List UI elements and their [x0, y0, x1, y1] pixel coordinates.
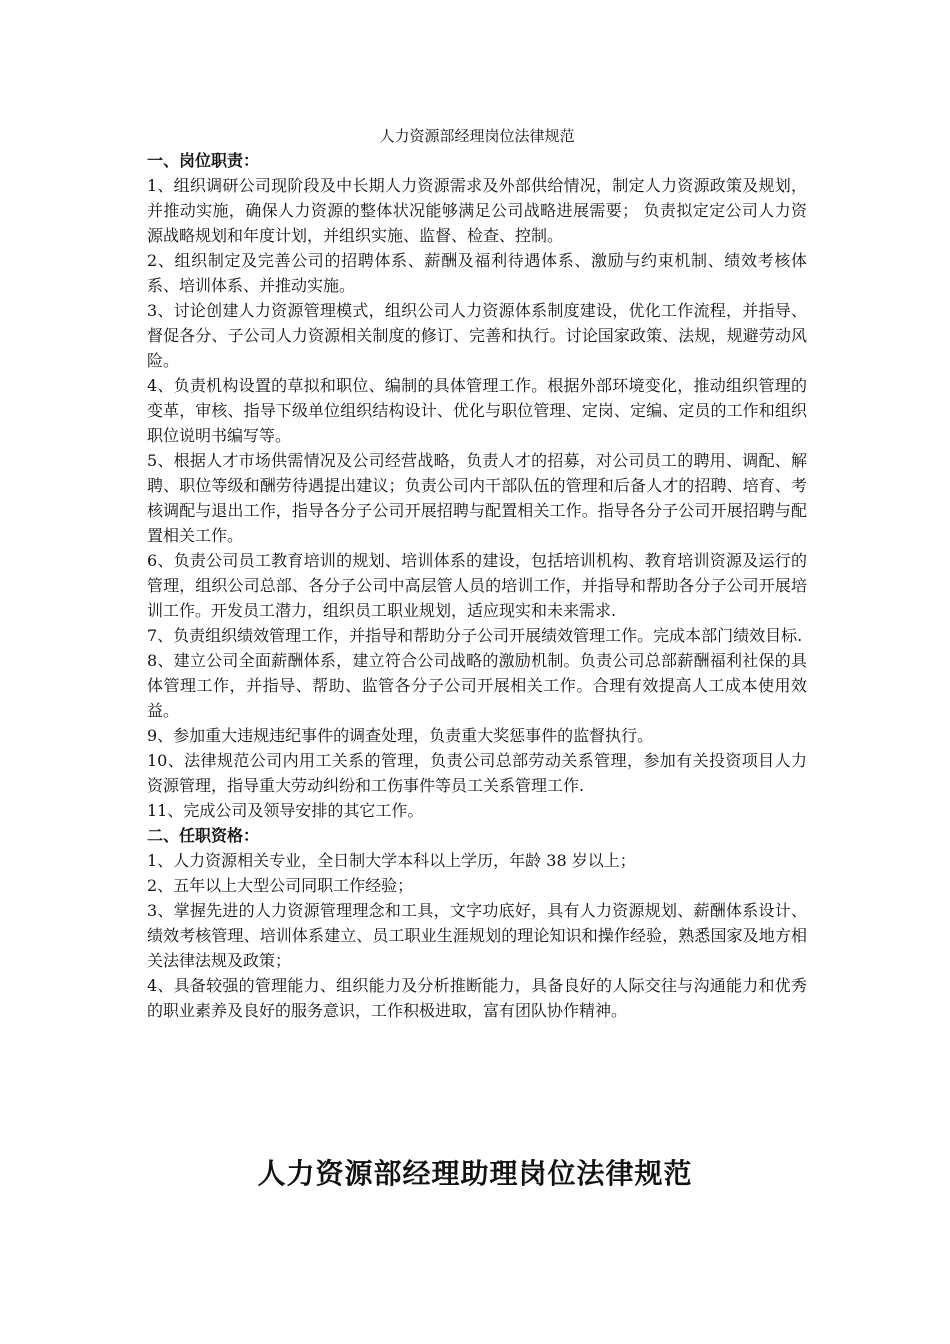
qualification-item-3: 3、掌握先进的人力资源管理理念和工具，文字功底好，具有人力资源规划、薪酬体系设计、绩效考核管理、培训体系建立、员工职业生涯规划的理论知识和操作经验，熟悉国家及地方相关法律法规及政策； — [147, 901, 807, 970]
document-body — [147, 124, 807, 1023]
duty-item-10: 10、法律规范公司内用工关系的管理，负责公司总部劳动关系管理，参加有关投资项目人力资源管理，指导重大劳动纠纷和工伤事件等员工关系管理工作. — [147, 751, 807, 795]
duty-item-7: 7、负责组织绩效管理工作，并指导和帮助分子公司开展绩效管理工作。完成本部门绩效目标. — [147, 626, 803, 645]
qualification-item-1: 1、人力资源相关专业，全日制大学本科以上学历，年龄 38 岁以上； — [147, 851, 636, 870]
qualification-item-4: 4、具备较强的管理能力、组织能力及分析推断能力，具备良好的人际交往与沟通能力和优秀的职业素养及良好的服务意识，工作积极进取，富有团队协作精神。 — [147, 976, 807, 1020]
duty-item-5: 5、根据人才市场供需情况及公司经营战略，负责人才的招募，对公司员工的聘用、调配、解聘、职位等级和酬劳待遇提出建议；负责公司内干部队伍的管理和后备人才的招聘、培育、考核调配与退出工作，指导各分子公司开展招聘与配置相关工作。指导各分子公司开展招聘与配置相关工作。 — [147, 451, 807, 545]
section-heading-qualifications: 二、任职资格： — [147, 826, 260, 845]
duty-item-4: 4、负责机构设置的草拟和职位、编制的具体管理工作。根据外部环境变化，推动组织管理的变革，审核、指导下级单位组织结构设计、优化与职位管理、定岗、定编、定员的工作和组织职位说明书编写等。 — [147, 376, 807, 445]
duty-item-11: 11、完成公司及领导安排的其它工作。 — [147, 801, 424, 820]
section-heading-duties: 一、岗位职责： — [147, 151, 260, 170]
section-qualifications — [147, 823, 807, 1023]
duty-item-6: 6、负责公司员工教育培训的规划、培训体系的建设，包括培训机构、教育培训资源及运行的管理，组织公司总部、各分子公司中高层管人员的培训工作，并指导和帮助各分子公司开展培训工作。开发员工潜力，组织员工职业规划，适应现实和未来需求. — [147, 551, 807, 620]
duty-item-9: 9、参加重大违规违纪事件的调查处理，负责重大奖惩事件的监督执行。 — [147, 726, 654, 745]
next-document-title: 人力资源部经理助理岗位法律规范 — [257, 1157, 693, 1190]
qualification-item-2: 2、五年以上大型公司同职工作经验； — [147, 876, 414, 895]
duty-item-8: 8、建立公司全面薪酬体系，建立符合公司战略的激励机制。负责公司总部薪酬福利社保的具体管理工作，并指导、帮助、监管各分子公司开展相关工作。合理有效提高人工成本使用效益。 — [147, 651, 807, 720]
duty-item-1: 1、组织调研公司现阶段及中长期人力资源需求及外部供给情况，制定人力资源政策及规划，并推动实施，确保人力资源的整体状况能够满足公司战略进展需要； 负责拟定定公司人力资源战略规划和年度计划，并组织实施、监督、检查、控制。 — [147, 176, 807, 245]
section-duties — [147, 148, 807, 823]
duty-item-3: 3、讨论创建人力资源管理模式，组织公司人力资源体系制度建设，优化工作流程，并指导、督促各分、子公司人力资源相关制度的修订、完善和执行。讨论国家政策、法规，规避劳动风险。 — [147, 301, 807, 370]
document-title: 人力资源部经理岗位法律规范 — [379, 127, 575, 145]
duty-item-2: 2、组织制定及完善公司的招聘体系、薪酬及福利待遇体系、激励与约束机制、绩效考核体系、培训体系、并推动实施。 — [147, 251, 807, 295]
